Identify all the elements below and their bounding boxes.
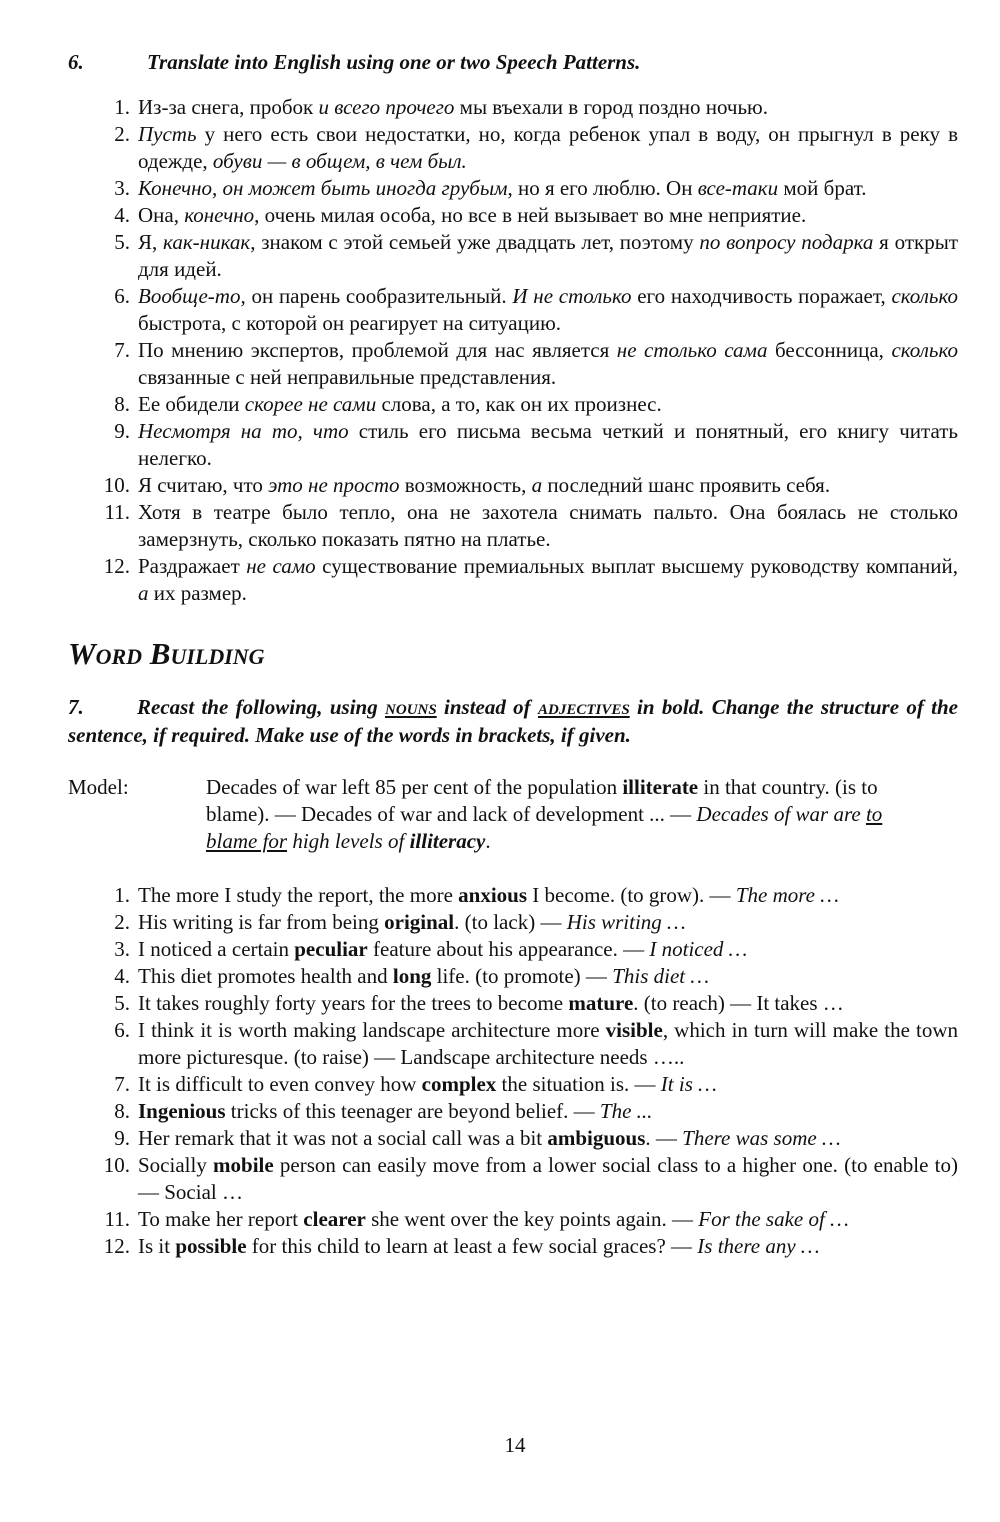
text-segment: The more … bbox=[735, 883, 839, 907]
text-segment: Из-за снега, пробок bbox=[138, 95, 319, 119]
text-segment: in bold. Change the structure of the sentence, if required. Make use of the words in brackets, if given. bbox=[68, 695, 958, 747]
text-segment: Конечно, он может быть иногда грубым bbox=[138, 176, 508, 200]
list-item bbox=[68, 283, 958, 337]
text-segment: for this child to learn at least a few social graces? — bbox=[246, 1234, 698, 1258]
text-segment: Хотя в театре было тепло, она не захотела снимать пальто. Она боялась не столько замерзнуть, сколько показать пятно на платье. bbox=[138, 500, 958, 551]
text-segment: illiterate bbox=[622, 775, 699, 799]
text-segment: , но я его люблю. Он bbox=[507, 176, 698, 200]
text-segment: Несмотря на то, что bbox=[138, 419, 349, 443]
list-item bbox=[68, 1017, 958, 1071]
text-segment: обуви — в общем, в чем был. bbox=[212, 149, 467, 173]
text-segment: Ее обидели bbox=[138, 392, 245, 416]
text-segment: сколько bbox=[891, 338, 958, 362]
text-segment: anxious bbox=[458, 883, 528, 907]
text-segment: Is there any … bbox=[697, 1234, 820, 1258]
text-segment: бессонница, bbox=[767, 338, 892, 362]
text-segment: это не просто bbox=[268, 473, 400, 497]
text-segment: конечно bbox=[184, 203, 255, 227]
list-item bbox=[68, 909, 958, 936]
text-segment: It is difficult to even convey how bbox=[138, 1072, 422, 1096]
text-segment: мой брат. bbox=[778, 176, 867, 200]
text-segment: существование премиальных выплат высшему руководству компаний, bbox=[315, 554, 958, 578]
text-segment: peculiar bbox=[294, 937, 368, 961]
text-segment: ambiguous bbox=[547, 1126, 646, 1150]
text-segment: life. (to promote) — bbox=[431, 964, 613, 988]
list-item bbox=[68, 499, 958, 553]
text-segment: The ... bbox=[599, 1099, 653, 1123]
item-number: 8. bbox=[114, 1099, 130, 1123]
text-segment: His writing is far from being bbox=[138, 910, 385, 934]
text-segment: visible bbox=[605, 1018, 663, 1042]
text-segment: скорее не сами bbox=[244, 392, 377, 416]
text-segment: последний шанс проявить себя. bbox=[542, 473, 831, 497]
text-segment: instead of bbox=[436, 695, 538, 719]
model-example bbox=[68, 774, 958, 855]
text-segment: Я считаю, что bbox=[138, 473, 269, 497]
text-segment: clearer bbox=[303, 1207, 366, 1231]
item-number: 7. bbox=[114, 338, 130, 362]
text-segment: I noticed … bbox=[649, 937, 748, 961]
text-segment: Her remark that it was not a social call was a bit bbox=[138, 1126, 548, 1150]
text-segment: Is it bbox=[138, 1234, 176, 1258]
text-segment: слова, а то, как он их произнес. bbox=[376, 392, 662, 416]
text-segment: mature bbox=[568, 991, 634, 1015]
list-item bbox=[68, 1152, 958, 1206]
item-number: 1. bbox=[114, 95, 130, 119]
item-number: 5. bbox=[114, 991, 130, 1015]
exercise-7-list bbox=[68, 882, 958, 1260]
text-segment: . bbox=[485, 829, 491, 853]
list-item bbox=[68, 229, 958, 283]
exercise-number: 7. bbox=[68, 695, 84, 719]
list-item bbox=[68, 391, 958, 418]
item-number: 4. bbox=[114, 203, 130, 227]
item-number: 12. bbox=[103, 1234, 130, 1258]
list-item bbox=[68, 882, 958, 909]
list-item bbox=[68, 1098, 958, 1125]
text-segment: их размер. bbox=[148, 581, 247, 605]
list-item bbox=[68, 1233, 958, 1260]
text-segment: It is … bbox=[660, 1072, 717, 1096]
text-segment: To make her report bbox=[138, 1207, 304, 1231]
item-number: 10. bbox=[103, 473, 130, 497]
text-segment: И не столько bbox=[512, 284, 632, 308]
text-segment: For the sake of … bbox=[698, 1207, 849, 1231]
page-number: 14 bbox=[504, 1433, 526, 1457]
text-segment: . (to lack) — bbox=[454, 910, 567, 934]
text-segment: possible bbox=[175, 1234, 247, 1258]
text-segment: как-никак bbox=[163, 230, 251, 254]
text-segment: This diet promotes health and bbox=[138, 964, 393, 988]
list-item bbox=[68, 553, 958, 607]
text-segment: . (to reach) — It takes … bbox=[633, 991, 844, 1015]
item-number: 11. bbox=[104, 500, 130, 524]
exercise-title: Translate into English using one or two Speech Patterns. bbox=[147, 50, 641, 74]
item-number: 3. bbox=[114, 176, 130, 200]
text-segment: original bbox=[384, 910, 455, 934]
text-segment: По мнению экспертов, проблемой для нас является bbox=[138, 338, 617, 362]
list-item bbox=[68, 936, 958, 963]
text-segment: I think it is worth making landscape architecture more bbox=[138, 1018, 606, 1042]
list-item bbox=[68, 175, 958, 202]
text-segment: по вопросу подарка bbox=[699, 230, 874, 254]
text-segment: tricks of this teenager are beyond belief. — bbox=[225, 1099, 600, 1123]
item-number: 11. bbox=[104, 1207, 130, 1231]
item-number: 5. bbox=[114, 230, 130, 254]
text-segment: It takes roughly forty years for the trees to become bbox=[138, 991, 569, 1015]
text-segment: не само bbox=[246, 554, 316, 578]
list-item bbox=[68, 1071, 958, 1098]
list-item bbox=[68, 1125, 958, 1152]
list-item bbox=[68, 1206, 958, 1233]
text-segment: . — bbox=[645, 1126, 683, 1150]
text-segment: не столько сама bbox=[616, 338, 768, 362]
text-segment: long bbox=[392, 964, 432, 988]
text-segment: Ingenious bbox=[138, 1099, 226, 1123]
text-segment: feature about his appearance. — bbox=[367, 937, 650, 961]
text-segment: nouns bbox=[385, 695, 437, 719]
text-segment: я открыт для идей. bbox=[138, 230, 958, 281]
text-segment: illiteracy bbox=[409, 829, 486, 853]
text-segment: его находчивость поражает, bbox=[631, 284, 892, 308]
text-segment: мы въехали в город поздно ночью. bbox=[454, 95, 768, 119]
text-segment: Вообще-то, bbox=[138, 284, 246, 308]
list-item bbox=[68, 472, 958, 499]
list-item bbox=[68, 337, 958, 391]
text-segment: , знаком с этой семьей уже двадцать лет, поэтому bbox=[250, 230, 700, 254]
item-number: 2. bbox=[114, 910, 130, 934]
text-segment: adjectives bbox=[537, 695, 630, 719]
text-segment: I noticed a certain bbox=[138, 937, 295, 961]
text-segment: и всего прочего bbox=[318, 95, 455, 119]
item-number: 10. bbox=[103, 1153, 130, 1177]
item-number: 7. bbox=[114, 1072, 130, 1096]
list-item bbox=[68, 94, 958, 121]
item-number: 9. bbox=[114, 1126, 130, 1150]
text-segment: high levels of bbox=[287, 829, 410, 853]
text-segment: Decades of war left 85 per cent of the population bbox=[206, 775, 623, 799]
text-segment: she went over the key points again. — bbox=[365, 1207, 699, 1231]
text-segment: Раздражает bbox=[138, 554, 247, 578]
list-item bbox=[68, 963, 958, 990]
text-segment: быстрота, с которой он реагирует на ситуацию. bbox=[138, 311, 562, 335]
text-segment: person can easily move from a lower social class to a higher one. (to enable to) — Social … bbox=[138, 1153, 958, 1204]
instruction-text bbox=[68, 695, 958, 747]
item-number: 1. bbox=[114, 883, 130, 907]
list-item bbox=[68, 990, 958, 1017]
model-label: Model: bbox=[68, 775, 129, 799]
section-title: Word Building bbox=[68, 636, 265, 671]
text-segment: а bbox=[531, 473, 543, 497]
text-segment: complex bbox=[421, 1072, 497, 1096]
text-segment: , очень милая особа, но все в ней вызывает во мне неприятие. bbox=[254, 203, 807, 227]
text-segment: Socially bbox=[138, 1153, 214, 1177]
text-segment: все-таки bbox=[697, 176, 779, 200]
text-segment: The more I study the report, the more bbox=[138, 883, 459, 907]
item-number: 8. bbox=[114, 392, 130, 416]
text-segment: связанные с ней неправильные представления. bbox=[138, 365, 557, 389]
item-number: 6. bbox=[114, 1018, 130, 1042]
list-item bbox=[68, 121, 958, 175]
item-number: 12. bbox=[103, 554, 130, 578]
text-segment: сколько bbox=[891, 284, 958, 308]
model-text bbox=[206, 774, 926, 855]
exercise-7-instruction bbox=[68, 693, 958, 749]
text-segment: стиль его письма весьма четкий и понятный, его книгу читать нелегко. bbox=[138, 419, 958, 470]
item-number: 4. bbox=[114, 964, 130, 988]
text-segment: His writing … bbox=[566, 910, 686, 934]
text-segment: Recast the following, using bbox=[137, 695, 386, 719]
list-item bbox=[68, 418, 958, 472]
text-segment: возможность, bbox=[399, 473, 532, 497]
text-segment: он парень сообразительный. bbox=[245, 284, 513, 308]
exercise-6-list bbox=[68, 94, 958, 607]
text-segment: There was some … bbox=[682, 1126, 841, 1150]
text-segment: I become. (to grow). — bbox=[527, 883, 736, 907]
item-number: 3. bbox=[114, 937, 130, 961]
text-segment: , which in turn will make the town more picturesque. (to raise) — Landscape architecture needs ….. bbox=[138, 1018, 958, 1069]
exercise-6-heading bbox=[68, 50, 640, 75]
text-segment: у него есть свои недостатки, но, когда ребенок упал в воду, он прыгнул в реку в одежде, bbox=[138, 122, 958, 173]
item-number: 2. bbox=[114, 122, 130, 146]
text-segment: а bbox=[138, 581, 149, 605]
item-number: 9. bbox=[114, 419, 130, 443]
list-item bbox=[68, 202, 958, 229]
exercise-number: 6. bbox=[68, 50, 84, 74]
item-number: 6. bbox=[114, 284, 130, 308]
text-segment: Decades of war are bbox=[696, 802, 866, 826]
text-segment: Я, bbox=[138, 230, 164, 254]
text-segment: the situation is. — bbox=[496, 1072, 661, 1096]
text-segment: This diet … bbox=[612, 964, 710, 988]
text-segment: Она, bbox=[138, 203, 185, 227]
text-segment: in that country. (is to blame). — Decades of war and lack of development ... — bbox=[206, 775, 878, 826]
text-segment: mobile bbox=[213, 1153, 274, 1177]
text-segment: Пусть bbox=[138, 122, 197, 146]
text-segment: to blame for bbox=[206, 802, 883, 853]
